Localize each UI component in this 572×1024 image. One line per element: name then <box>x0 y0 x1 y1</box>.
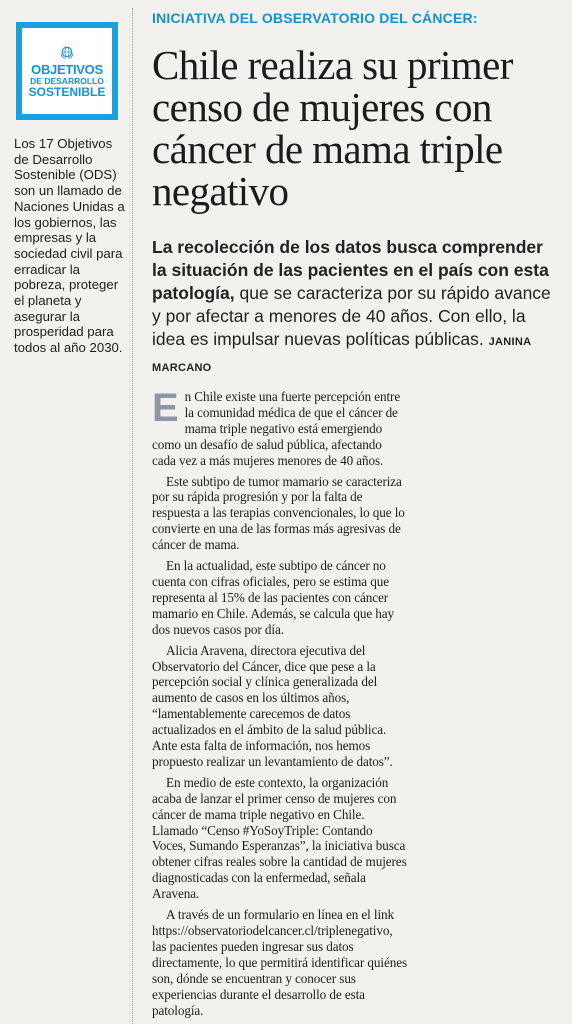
article-body <box>152 386 408 1023</box>
un-emblem-icon <box>59 44 75 60</box>
body-paragraph: En medio de este contexto, la organización acaba de lanzar el primer censo de mujeres con cáncer de mama triple negativo en Chile. Llamado “Censo #YoSoyTriple: Contando Voces, Sumando Esperanzas”, la iniciativa busca obtener cifras reales sobre la cantidad de mujeres diagnosticadas con la enfermedad, señala Aravena. <box>152 774 407 902</box>
body-paragraph: Este subtipo de tumor mamario se caracteriza por su rápida progresión y por la falta de respuesta a las terapias convencionales, lo que lo convierte en una de las formas más agresivas de cáncer de mama. <box>152 473 405 553</box>
body-paragraph: A través de un formulario en línea en el link https://observatoriodelcancer.cl/triplenegativo, las pacientes pueden ingresar sus datos directamente, lo que permitirá identificar quiénes son, dónde se encuentran y conocer sus experiencias durante el desarrollo de esta patología. <box>152 907 407 1018</box>
sidebar <box>0 0 133 1024</box>
ods-logo <box>16 22 118 120</box>
lead-bold-text: La recolección de los datos busca comprender la situación de las pacientes en el país con esta patología, <box>152 237 549 303</box>
first-paragraph-text: n Chile existe una fuerte percepción entre la comunidad médica de que el cáncer de mama triple negativo está emergiendo como un desafío de salud pública, afectando cada vez a más mujeres menores de 40 años. <box>152 389 401 468</box>
ods-logo-inner <box>22 28 112 114</box>
logo-line-3: SOSTENIBLE <box>28 85 106 100</box>
logo-line-2: DE DESARROLLO <box>30 75 104 86</box>
body-paragraph: En la actualidad, este subtipo de cáncer no cuenta con cifras oficiales, pero se estima que representa al 15% de las pacientes con cáncer mamario en Chile. Además, se calcula que hay dos nuevos casos por día. <box>152 558 395 637</box>
article-kicker: INICIATIVA DEL OBSERVATORIO DEL CÁNCER: <box>152 10 478 26</box>
first-paragraph <box>152 386 408 469</box>
logo-line-1: OBJETIVOS <box>31 61 103 77</box>
article-lead <box>152 236 562 380</box>
article-headline: Chile realiza su primer censo de mujeres con cáncer de mama triple negativo <box>152 42 513 214</box>
lead-regular-text: que se caracteriza por su rápido avance y por afectar a menores de 40 años. Con ello, la idea es impulsar nuevas políticas públicas. <box>152 283 551 349</box>
body-paragraph: Alicia Aravena, directora ejecutiva del Observatorio del Cáncer, dice que pese a la percepción social y clínica generalizada del aumento de casos en los últimos años, “lamentablemente carecemos de datos actualizados en el ámbito de la salud pública. Ante esta falta de información, nos hemos propuesto realizar un levantamiento de datos”. <box>152 642 393 769</box>
ods-description: Los 17 Objetivos de Desarrollo Sostenible (ODS) son un llamado de Naciones Unidas a los gobiernos, las empresas y la sociedad civil para erradicar la pobreza, proteger el planeta y asegurar la prosperidad para todos al año 2030. <box>14 136 125 356</box>
drop-cap: E <box>152 386 179 430</box>
byline: JANINA MARCANO <box>152 336 531 374</box>
